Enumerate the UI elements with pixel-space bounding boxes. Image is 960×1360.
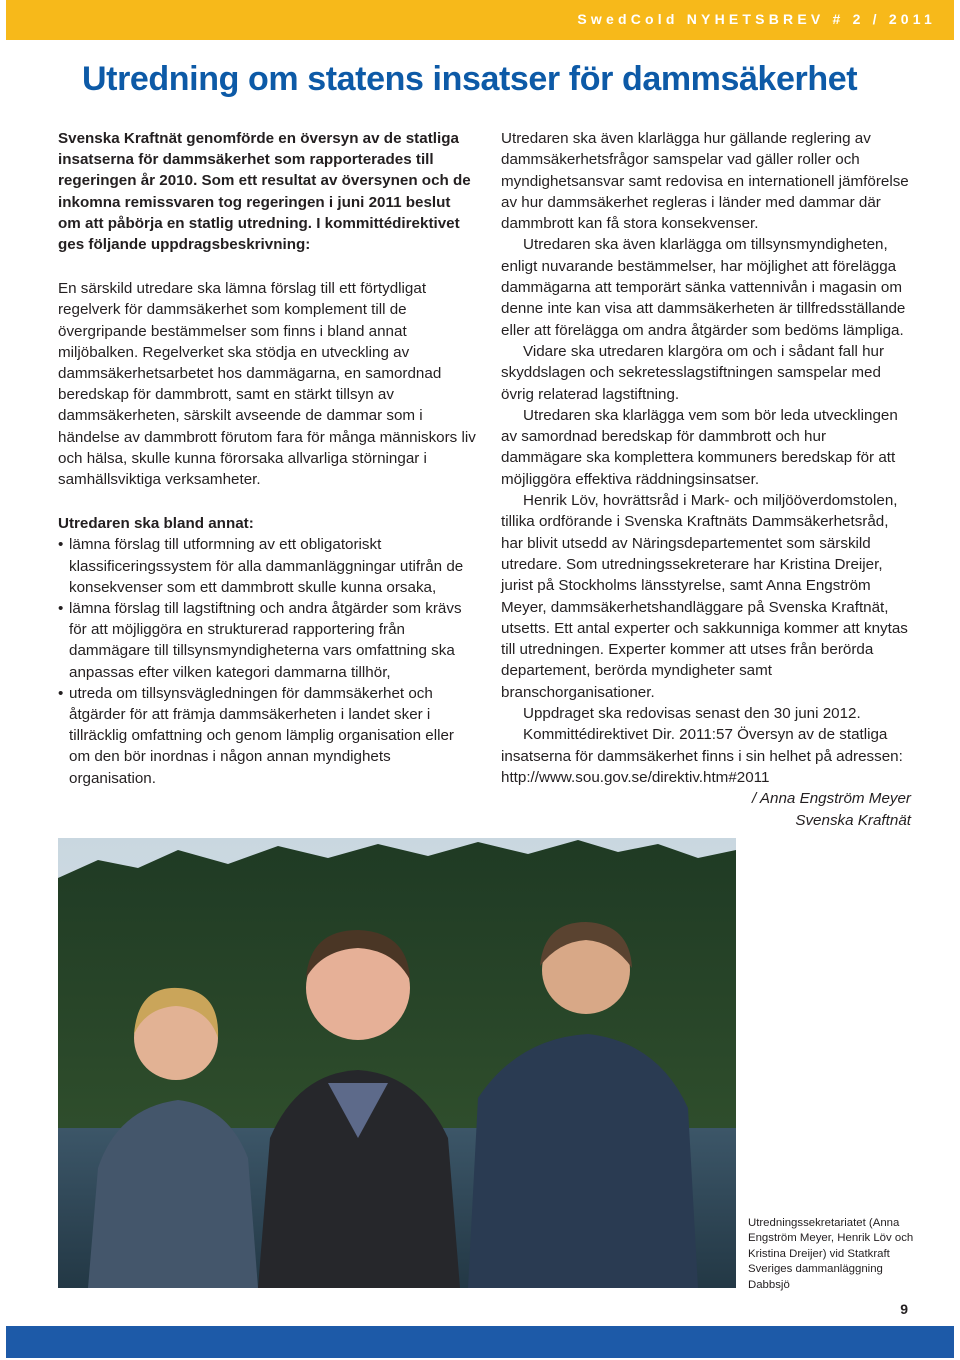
task-list-item: • lämna förslag till utformning av ett obligatoriskt klassificeringssystem för alla dammanläggningar utifrån de konsekvenser som ett dammbrott skulle kunna orsaka, [58, 534, 476, 598]
right-column [501, 128, 911, 831]
body-paragraph: Utredaren ska klarlägga vem som bör leda utvecklingen av samordnad beredskap för dammbrott och hur dammägare ska komplettera kommuners beredskap för att möjliggöra effektiva räddningsinsatser. [501, 406, 898, 488]
mandate-quote: En särskild utredare ska lämna förslag till ett förtydligat regelverk för dammsäkerhet som komplement till de övergripande bestämmelser som finns i bland annat miljöbalken. Regelverket ska stödja en utveckling av dammsäkerhetsarbetet hos dammägarna, en samordnad beredskap för dammbrott, samt en stärkt tillsyn av dammsäkerheten, särskilt avseende de dammar som i händelse av dammbrott förutom fara för många människors liv och hälsa, skulle kunna förorsaka allvarliga störningar i samhällsviktiga verksamheter. [58, 280, 476, 489]
task-list-item: • lämna förslag till lagstiftning och andra åtgärder som krävs för att möjliggöra en strukturerad rapportering från dammägare till tillsynsmyndigheterna vars omfattning ska anpassas efter vilken kategori dammarna tillhör, [58, 598, 476, 683]
body-paragraph: Vidare ska utredaren klargöra om och i sådant fall hur skyddslagen och sekretesslagstiftningen samspelar med övrig relaterad lagstiftning. [501, 342, 885, 403]
page-title: Utredning om statens insatser för dammsäkerhet [82, 60, 858, 98]
list-heading: Utredaren ska bland annat: [58, 515, 254, 533]
header-band [6, 0, 954, 40]
signature-org: Svenska Kraftnät [795, 811, 911, 829]
task-list [58, 534, 476, 788]
page-number: 9 [900, 1301, 908, 1317]
body-paragraph: Utredaren ska även klarlägga om tillsynsmyndigheten, enligt nuvarande bestämmelser, har möjlighet att förelägga dammägarna att temporärt sänka vattennivån i magasin om denne inte kan visa att dammsäkerheten är tillfredsställande eller att förelägga om andra åtgärder som bedöms lämpliga. [501, 236, 906, 339]
task-list-item: • utreda om tillsynsvägledningen för dammsäkerhet och åtgärder för att främja dammsäkerheten i landet sker i tillräcklig omfattning och genom lämplig organisation eller om den bör inordnas i någon annan myndighets organisation. [58, 683, 476, 789]
footer-band [6, 1326, 954, 1358]
photo-caption: Utredningssekretariatet (Anna Engström Meyer, Henrik Löv och Kristina Dreijer) vid Statkraft Sveriges dammanläggning Dabbsjö [748, 1217, 914, 1291]
newsletter-header: SwedCold NYHETSBREV # 2 / 2011 [577, 11, 936, 27]
body-paragraph: Utredaren ska även klarlägga hur gällande reglering av dammsäkerhetsfrågor samspelar vad gäller roller och myndighetsansvar samt redovisa en internationell jämförelse av hur dammsäkerhet regleras i länder med dammar där dammbrott kan få stora konsekvenser. [501, 130, 909, 233]
body-paragraph: Henrik Löv, hovrättsråd i Mark- och miljööverdomstolen, tillika ordförande i Svenska Kraftnäts Dammsäkerhetsråd, har blivit utsedd av Näringsdepartementet som särskild utredare. Som utredningssekreterare har Kristina Dreijer, jurist på Stockholms länsstyrelse, samt Anna Engström Meyer, dammsäkerhetshandläggare på Svenska Kraftnät, utsetts. Ett antal experter och sakkunniga kommer att knytas till utredningen. Experter kommer att utses från berörda departement, berörda myndigheter samt branschorganisationer. [501, 492, 908, 701]
body-paragraph: Kommittédirektivet Dir. 2011:57 Översyn av de statliga insatserna för dammsäkerhet finns i sin helhet på adressen: http://www.sou.gov.se/direktiv.htm#2011 [501, 726, 903, 786]
group-photo [58, 838, 736, 1288]
signature-name: / Anna Engström Meyer [752, 790, 911, 808]
body-paragraph: Uppdraget ska redovisas senast den 30 juni 2012. [523, 705, 861, 723]
left-column [58, 128, 476, 789]
lead-paragraph: Svenska Kraftnät genomförde en översyn av de statliga insatserna för dammsäkerhet som rapporterades till regeringen år 2010. Som ett resultat av översynen och de inkomna remissvaren tog regeringen i juni 2011 beslut om att påbörja en statlig utredning. I kommittédirektivet ges följande uppdragsbeskrivning: [58, 130, 471, 254]
